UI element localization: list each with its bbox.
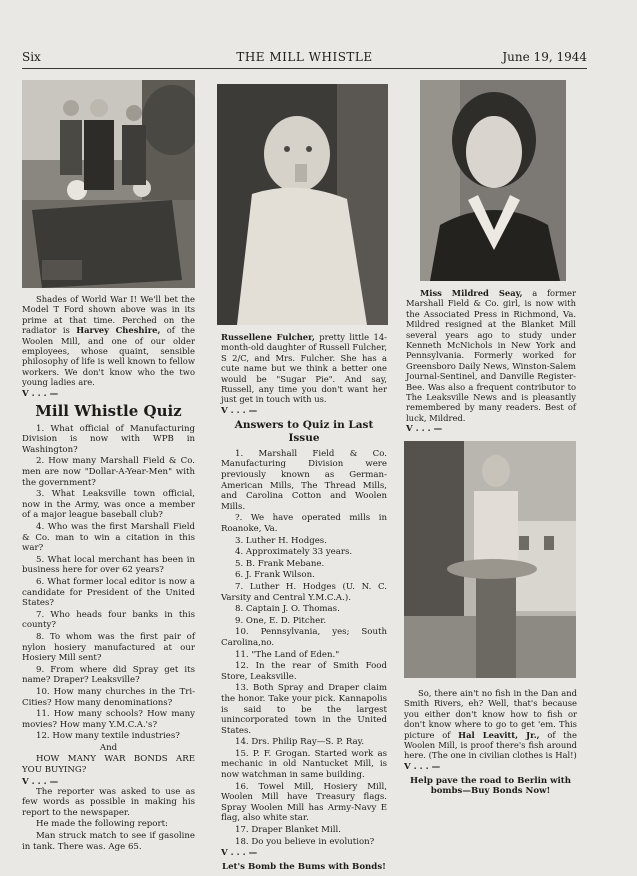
- caption-text: So, there ain't no fish in the Dan and Smith Rivers, eh? Well, that's because you either don't know how to fish or don't know where to go to get 'em. This picture of: [404, 688, 577, 740]
- quiz-and: And: [99, 742, 118, 753]
- quiz-answer: 13. Both Spray and Draper claim the honor. Take your pick. Kannapolis is said to be the largest unincorporated town in the United States.: [221, 683, 387, 736]
- quiz-answer: 3. Luther H. Hodges.: [235, 535, 327, 546]
- old-car-photo: [22, 80, 195, 288]
- quiz-question: 11. How many schools? How many movies? How many Y.M.C.A.'s?: [22, 709, 195, 730]
- quiz-list: [22, 424, 195, 742]
- section-separator: V . . . —: [404, 761, 441, 772]
- column-right-lower: [404, 688, 577, 797]
- quiz-answer: 12. In the rear of Smith Food Store, Leaksville.: [221, 661, 387, 682]
- war-bonds-question: HOW MANY WAR BONDS ARE YOU BUYING?: [22, 754, 195, 776]
- baby-photo-caption: [221, 332, 387, 405]
- quiz-answer: 6. J. Frank Wilson.: [235, 570, 315, 581]
- section-separator: V . . . —: [22, 776, 59, 787]
- caption-name: Hal Leavitt, Jr.,: [458, 729, 540, 740]
- caption-text: pretty little 14-month-old daughter of Russell Fulcher, S 2/C, and Mrs. Fulcher. She has a cute name but we think a better one would be "Sugar Pie". And say, Russell, any time you don't want her just get in touch with us.: [221, 332, 387, 405]
- bond-slogan: Let's Bomb the Bums with Bonds!: [222, 862, 386, 873]
- section-separator: V . . . —: [221, 405, 258, 416]
- column-middle: [221, 332, 387, 873]
- newspaper-title: THE MILL WHISTLE: [236, 50, 373, 64]
- quiz-question: 6. What former local editor is now a candidate for President of the United States?: [22, 576, 195, 609]
- quiz-question: 10. How many churches in the Tri-Cities? How many denominations?: [22, 686, 195, 708]
- reporter-story: The reporter was asked to use as few words as possible in making his report to the newspaper.: [22, 786, 195, 818]
- quiz-answer: 15. P. F. Grogan. Started work as mechanic in old Nantucket Mill, is now watchman in same building.: [221, 748, 387, 781]
- answers-list: [221, 449, 387, 847]
- quiz-heading: Mill Whistle Quiz: [35, 401, 182, 420]
- column-left: [22, 294, 195, 853]
- quiz-question: 3. What Leaksville town official, now in the Army, was once a member of a major league baseball club?: [22, 489, 195, 521]
- report-text: Man struck match to see if gasoline in tank. There was. Age 65.: [22, 831, 195, 852]
- answers-heading: Answers to Quiz in Last Issue: [234, 418, 374, 444]
- quiz-question: 2. How many Marshall Field & Co. men are now "Dollar-A-Year-Men" with the government?: [22, 456, 195, 488]
- quiz-question: 8. To whom was the first pair of nylon hosiery manufactured at our Hosiery Mill sent?: [22, 631, 195, 664]
- baby-photo: [217, 84, 388, 325]
- caption-text: Shades of World War I! We'll bet the Model T Ford shown above was in its prime at that time. Perched on the radiator is: [22, 294, 195, 336]
- quiz-answer: 10. Pennsylvania, yes; South Carolina,no.: [221, 627, 387, 648]
- quiz-question: 12. How many textile industries?: [36, 731, 180, 742]
- quiz-question: 4. Who was the first Marshall Field & Co. man to win a citation in this war?: [22, 522, 195, 554]
- column-right: [406, 288, 576, 434]
- caption-name: Miss Mildred Seay,: [420, 288, 523, 298]
- report-intro: He made the following report:: [36, 819, 168, 830]
- issue-date: June 19, 1944: [502, 50, 587, 64]
- quiz-answer: 7. Luther H. Hodges (U. N. C. Varsity and Central Y.M.C.A.).: [221, 581, 387, 603]
- section-separator: V . . . —: [221, 848, 258, 859]
- section-separator: V . . . —: [406, 424, 443, 435]
- quiz-answer: 11. "The Land of Eden.": [235, 649, 340, 660]
- caption-text: a former Marshall Field & Co. girl, is now with the Associated Press in Richmond, Va. Mildred resigned at the Blanket Mill several years ago to study under Kenneth McNichols in New York and Pennsylvania. Formerly worked for Greensboro Daily News, Winston-Salem Journal-Sentinel, and Danville Register-Bee. Was also a frequent contributor to The Leaksville News and is pleasantly remembered by many readers. Best of luck, Mildred.: [406, 288, 576, 423]
- caption-name: Harvey Cheshire,: [76, 325, 161, 336]
- quiz-question: 7. Who heads four banks in this county?: [22, 609, 195, 631]
- section-separator: V . . . —: [22, 388, 59, 399]
- caption-name: Russellene Fulcher,: [221, 332, 315, 342]
- quiz-answer: 16. Towel Mill, Hosiery Mill, Woolen Mill have Treasury flags. Spray Woolen Mill has Army-Navy E flag, also white star.: [221, 781, 387, 824]
- quiz-question: 5. What local merchant has been in business here for over 62 years?: [22, 554, 195, 576]
- car-photo-caption: [22, 294, 195, 388]
- fish-photo-caption: [404, 688, 577, 761]
- quiz-answer: 5. B. Frank Mebane.: [235, 558, 325, 569]
- page-header: [22, 48, 587, 69]
- quiz-question: 9. From where did Spray get its name? Draper? Leaksville?: [22, 664, 195, 686]
- quiz-question: 1. What official of Manufacturing Division is now with WPB in Washington?: [22, 423, 195, 455]
- quiz-answer: 8. Captain J. O. Thomas.: [235, 604, 340, 615]
- woman-portrait-photo: [420, 80, 566, 281]
- quiz-answer: 9. One, E. D. Pitcher.: [235, 615, 327, 626]
- quiz-answer: 18. Do you believe in evolution?: [235, 836, 375, 847]
- quiz-answer: 14. Drs. Philip Ray—S. P. Ray.: [235, 737, 365, 748]
- quiz-answer: 4. Approximately 33 years.: [235, 547, 353, 558]
- man-with-fish-photo: [404, 441, 576, 678]
- caption-text: of the Woolen Mill, is proof there's fish around here. (The one in civilian clothes is Hal!): [404, 729, 577, 761]
- bond-slogan: Help pave the road to Berlin with bombs—Buy Bonds Now!: [410, 775, 571, 797]
- quiz-answer: 17. Draper Blanket Mill.: [235, 825, 341, 836]
- caption-text: of the Woolen Mill, and one of our older employees, whose quaint, sensible philosophy of life is well known to fellow workers. We don't know who the two young ladies are.: [22, 325, 195, 388]
- woman-photo-caption: [406, 288, 576, 423]
- quiz-answer: ?. We have operated mills in Roanoke, Va.: [221, 513, 387, 534]
- page-number: Six: [22, 50, 41, 64]
- quiz-answer: 1. Marshall Field & Co. Manufacturing Division were previously known as German-American Mills, The Thread Mills, and Carolina Cotton and Woolen Mills.: [221, 448, 387, 512]
